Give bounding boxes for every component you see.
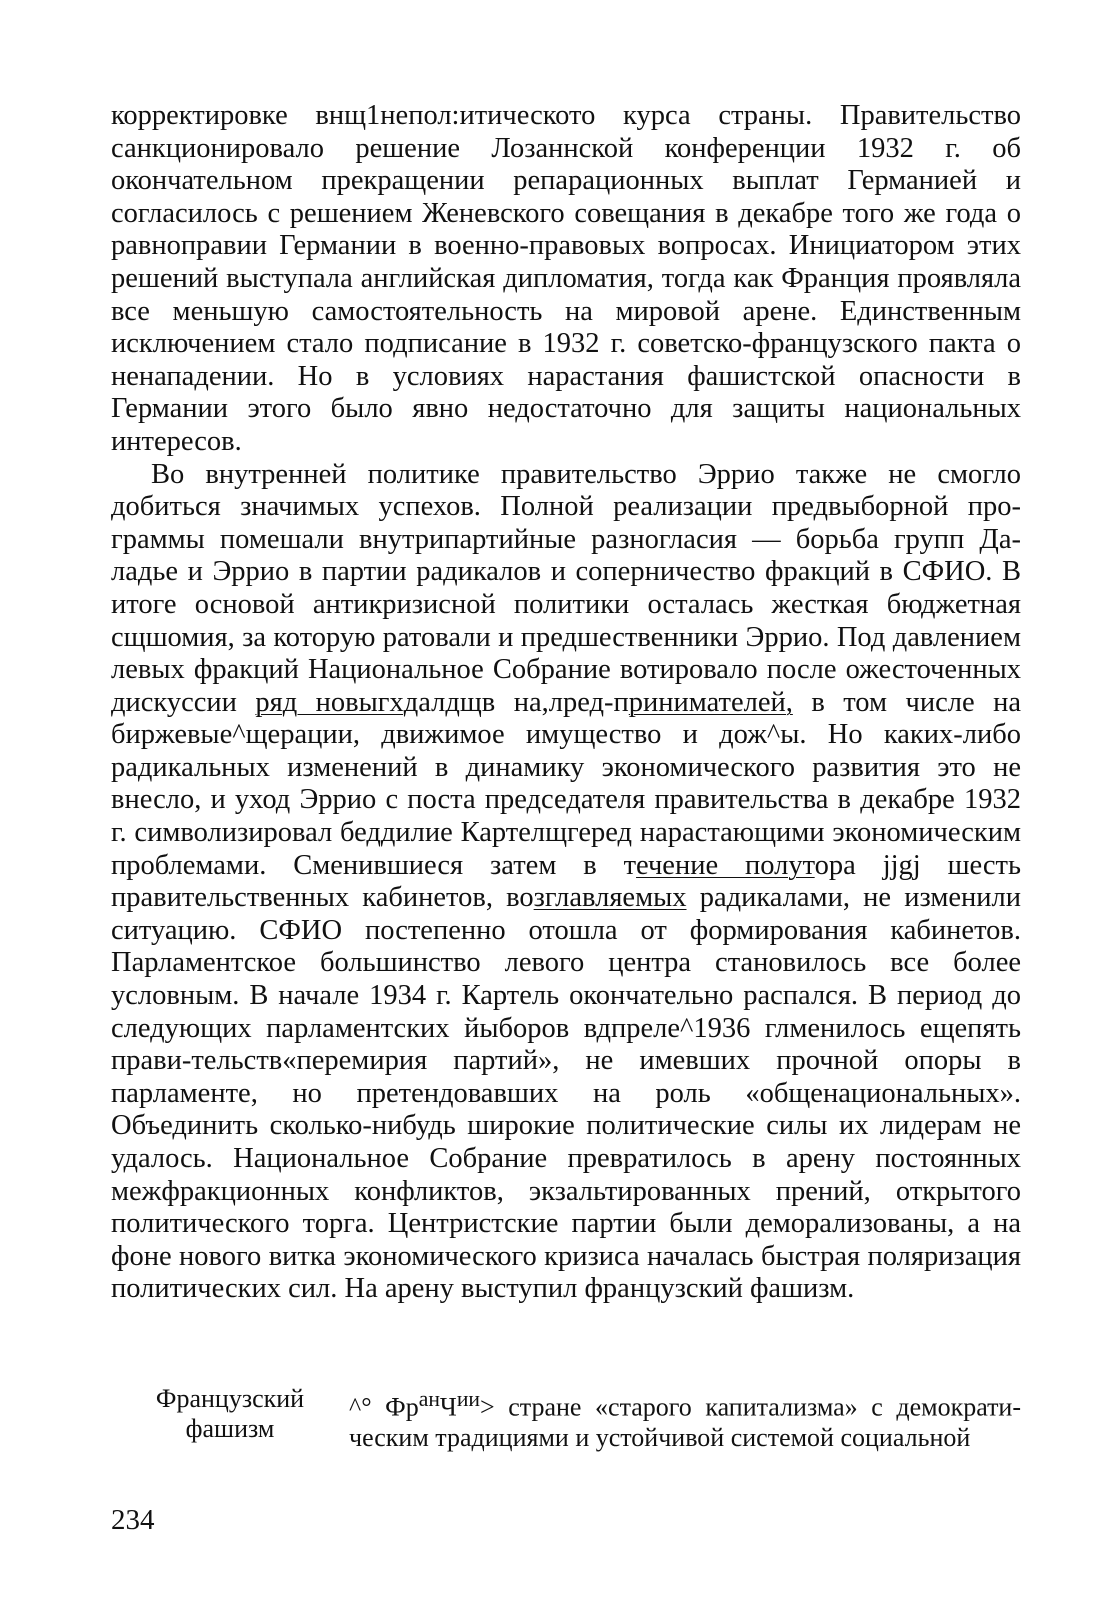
underlined-run: ринимателей,: [628, 686, 793, 718]
paragraph-foreign-policy: корректировке внщ1непол:итическото курса страны. Правительство санкционировало решение Лозаннской конференции 1932 г. об окончательном прекращении репарационных выплат Германией и согласилось с решением Женевского совещания в декабре того же года о равноправии Германии в военно-правовых вопросах. Инициатором этих решений выступала английская дипломатия, тогда как Франция проявляла все меньшую самостоятельность на мировой арене. Единственным исключением стало подписание в 1932 г. советско-французского пакта о ненападении. Но в условиях нарастания фашистской опасности в Германии этого было явно недостаточно для защиты национальных интересов.: [111, 100, 1021, 457]
text-run: ^° Фр: [349, 1392, 419, 1422]
text-run: Ч: [439, 1392, 457, 1422]
text-run: > стране «старого капитализма» с демократи-ческим традициями и устойчивой системой социальной: [349, 1392, 1022, 1452]
text-run: алдщв на,лред-п: [418, 686, 629, 718]
section-heading-line: фашизм: [185, 1414, 275, 1443]
section-text: [349, 1384, 1021, 1453]
underlined-run: зглавляемых: [533, 882, 687, 914]
section-heading-line: Французский: [155, 1384, 305, 1413]
text-run: Во внутренней политике правительство Эррио также не смогло добиться значимых успехов. Полной реализации предвыборной про-граммы помешали внутрипартийные разногласия — борьба групп Да-ладье и Эррио в партии радикалов и соперничество фракций в СФИО. В итоге основой антикризисной политики осталась жесткая бюджетная сщшомия, за которую ратовали и предшественники Эррио. Под давлением левых фракций Национальное Собрание вотировало после ожесточенных дискуссии: [111, 458, 1021, 718]
underlined-run: ечение полут: [636, 849, 815, 881]
superscript-run: ан: [418, 1387, 440, 1411]
paragraph-domestic-policy: [111, 459, 1021, 1306]
section-french-fascism: [111, 1384, 1021, 1453]
text-run: радикалами, не изменили ситуацию. СФИО постепенно отошла от формирования кабинетов. Парламентское большинство левого центра становилось все более условным. В начале 1934 г. Картель окончательно распался. В период до следующих парламентских йыборов вдпреле^1936 глменилось ещепять прави-тельств«перемирия партий», не имевших прочной опоры в парламенте, но претендовавших на роль «общенациональных». Объединить сколько-нибудь широкие политические силы их лидерам не удалось. Национальное Собрание превратилось в арену постоянных межфракционных конфликтов, экзальтированных прений, открытого политического торга. Центристские партии были деморализованы, а на фоне нового витка экономического кризиса началась быстрая поляризация политических сил. На арену выступил французский фашизм.: [111, 882, 1021, 1305]
page-body: [111, 100, 1021, 1306]
text-run: в том числе на биржевые^щерации, движимое имущество и дож^ы. Но каких-либо радикальных изменений в динамику экономического развития это не внесло, и уход Эррио с поста председателя правительства в декабре 1932 г. символизировал беддилие Картелщгеред нарастающими экономическим проблемами. Сменившиеся затем в т: [111, 686, 1021, 881]
superscript-run: ии: [456, 1387, 481, 1411]
underlined-run: ряд новыгхд: [255, 686, 419, 718]
page-number: 234: [111, 1504, 155, 1536]
section-heading: [111, 1384, 349, 1453]
text-run: ора jjgj шесть правительственных кабинетов, во: [111, 849, 1021, 914]
